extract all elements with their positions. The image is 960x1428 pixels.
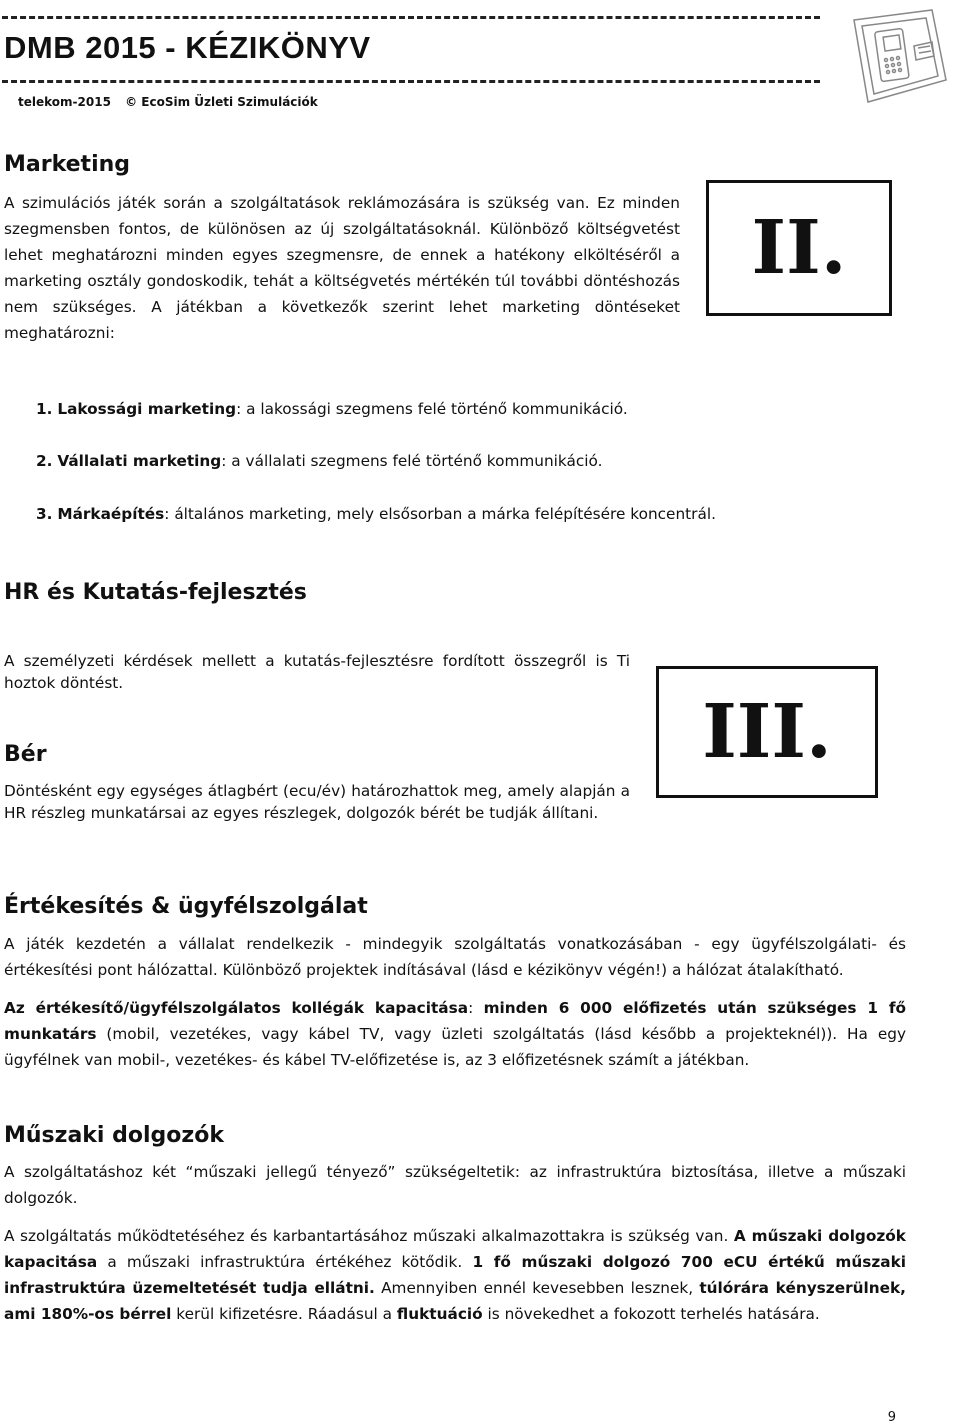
chapter-badge-ii [706, 180, 892, 316]
tech-paragraph-2 [4, 1223, 906, 1327]
marketing-paragraph: A szimulációs játék során a szolgáltatások reklámozására is szükség van. Ez minden szegmensben fontos, de különösen az új szolgáltatásoknál. Különböző költségvetést lehet meghatározni minden egyes szegmensre, de ennek a hatékony elköltéséről a marketing osztály gondoskodik, tehát a költségvetés mértékén túl további döntéshozás nem szükséges. A játékban a következők szerint lehet marketing döntéseket meghatározni: [4, 194, 680, 342]
list-desc: : a vállalati szegmens felé történő kommunikáció. [221, 452, 603, 470]
sales-paragraph-2 [4, 995, 906, 1073]
marketing-list-item [36, 452, 603, 470]
header-divider-top [2, 16, 820, 19]
text-span: A szolgáltatás működtetéséhez és karbantartásához műszaki alkalmazottakra is szükség van. [4, 1227, 734, 1245]
page-number: 9 [887, 1410, 896, 1425]
list-desc: : általános marketing, mely elsősorban a márka felépítésére koncentrál. [164, 505, 716, 523]
chapter-badge-ii-text: II. [751, 205, 847, 291]
document-title: DMB 2015 - KÉZIKÖNYV [4, 30, 371, 65]
chapter-badge-iii [656, 666, 878, 798]
list-number: 3. [36, 505, 53, 523]
list-term: Lakossági marketing [57, 400, 237, 418]
chapter-badge-iii-text: III. [702, 689, 832, 775]
hr-paragraph: A személyzeti kérdések mellett a kutatás-fejlesztésre fordított összegről is Ti hoztok döntést. [4, 652, 630, 692]
marketing-list-item [36, 505, 716, 523]
tech-paragraph-1: A szolgáltatáshoz két “műszaki jellegű tényező” szükségeltetik: az infrastruktúra biztosítása, illetve a műszaki dolgozók. [4, 1163, 906, 1207]
text-span: : [468, 999, 484, 1017]
marketing-list-item [36, 400, 628, 418]
sales-paragraph-1: A játék kezdetén a vállalat rendelkezik - mindegyik szolgáltatás vonatkozásában - egy ügyfélszolgálati- és értékesítési pont hálózattal. Különböző projektek indításával (lásd e kézikönyv végén!) a hálózat átalakítható. [4, 935, 906, 979]
ber-paragraph: Döntésként egy egységes átlagbért (ecu/év) határozhattok meg, amely alapján a HR részleg munkatársai az egyes részlegek, dolgozók bérét be tudják állítani. [4, 782, 630, 822]
list-desc: : a lakossági szegmens felé történő kommunikáció. [236, 400, 628, 418]
copyright-text: © EcoSim Üzleti Szimulációk [125, 95, 318, 109]
header-subtitle [18, 95, 318, 109]
subtitle-text: telekom-2015 [18, 95, 111, 109]
phone-logo-icon [832, 6, 956, 110]
capacity-rule: minden 6 000 előfizetés után szükséges 1 fő munkatárs [4, 999, 906, 1043]
text-span: a műszaki infrastruktúra értékéhez kötődik. [97, 1253, 473, 1271]
list-number: 1. [36, 400, 53, 418]
bold-span: fluktuáció [396, 1305, 483, 1323]
hr-heading: HR és Kutatás-fejlesztés [4, 580, 307, 605]
sales-heading: Értékesítés & ügyfélszolgálat [4, 894, 368, 919]
list-term: Vállalati marketing [57, 452, 222, 470]
bold-span: 1 fő műszaki dolgozó 700 eCU értékű műszaki infrastruktúra üzemeltetését tudja ellátni. [4, 1253, 906, 1297]
bold-span: A műszaki dolgozók kapacitása [4, 1227, 906, 1271]
bold-span: túlórára kényszerülnek, ami 180%-os bérrel [4, 1279, 906, 1323]
text-span: kerül kifizetésre. Ráadásul a [171, 1305, 397, 1323]
capacity-label: Az értékesítő/ügyfélszolgálatos kollégák kapacitása [4, 999, 469, 1017]
text-span: (mobil, vezetékes, vagy kábel TV, vagy üzleti szolgáltatás (lásd később a projekteknél)). Ha egy ügyfélnek van mobil-, vezetékes- és kábel TV-előfizetése is, az 3 előfizetésnek számít a játékban. [4, 1025, 906, 1069]
header-divider-bottom [2, 80, 820, 83]
list-term: Márkaépítés [57, 505, 165, 523]
text-span: is növekedhet a fokozott terhelés hatására. [482, 1305, 820, 1323]
list-number: 2. [36, 452, 53, 470]
ber-heading: Bér [4, 742, 47, 767]
marketing-heading: Marketing [4, 152, 131, 177]
text-span: Amennyiben ennél kevesebben lesznek, [374, 1279, 700, 1297]
tech-heading: Műszaki dolgozók [4, 1123, 224, 1148]
